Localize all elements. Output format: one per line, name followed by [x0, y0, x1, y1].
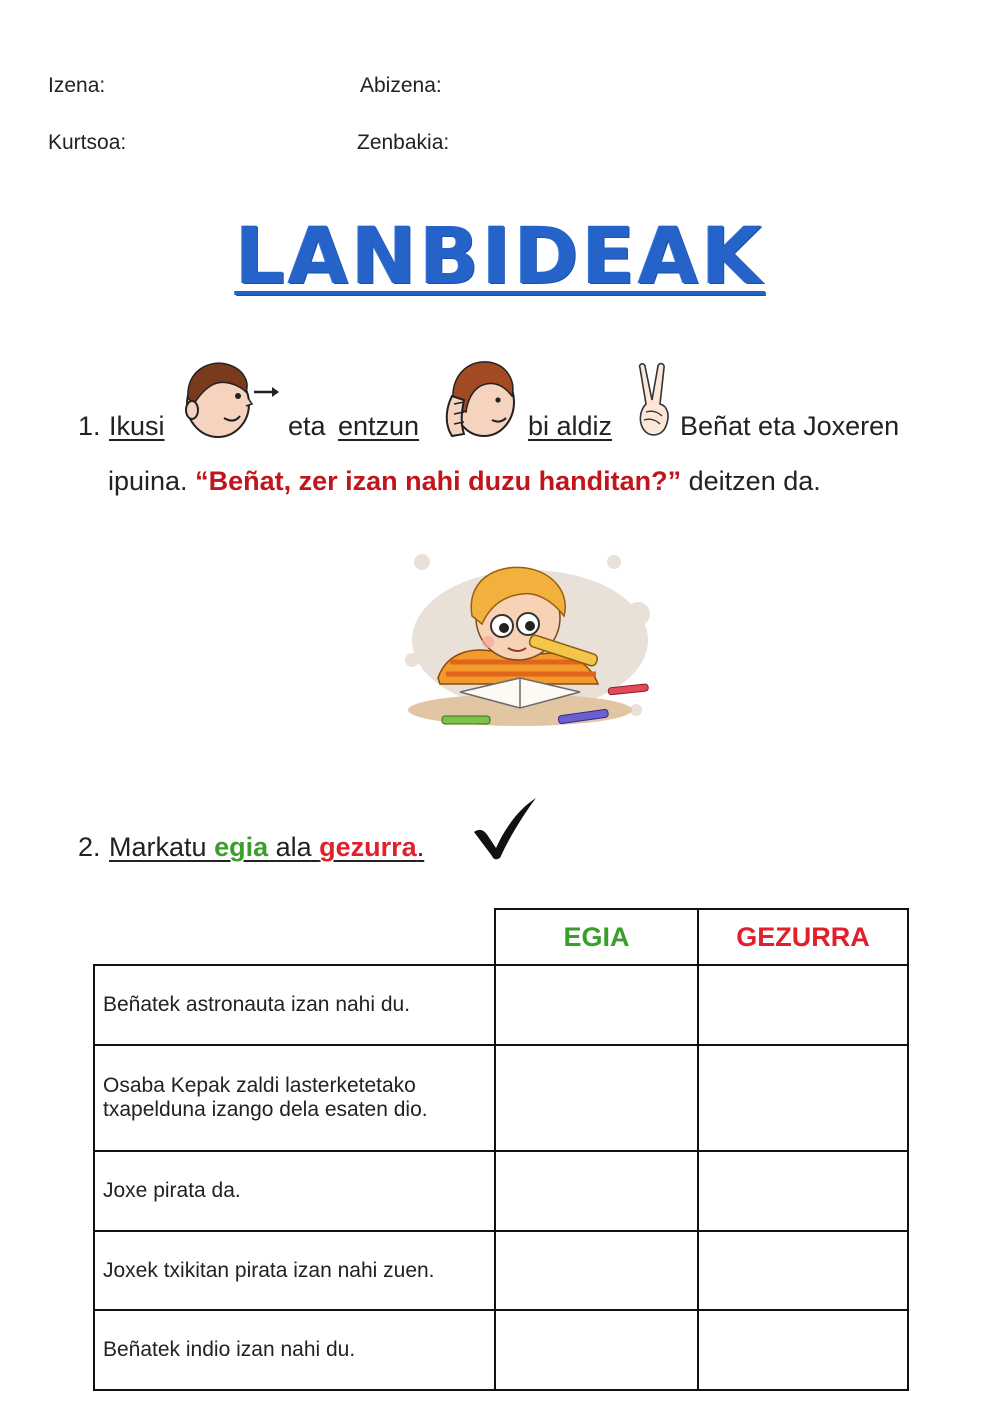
q1-story-title: “Beñat, zer izan nahi duzu handitan?”: [195, 466, 682, 496]
egia-answer-cell[interactable]: [495, 1310, 698, 1390]
statement-cell: Beñatek astronauta izan nahi du.: [94, 965, 495, 1045]
table-row: [94, 1231, 908, 1310]
statement-cell: Osaba Kepak zaldi lasterketetako txapelduna izango dela esaten dio.: [94, 1045, 495, 1151]
child-studying-illustration: [400, 550, 660, 736]
statement-cell: Joxe pirata da.: [94, 1151, 495, 1231]
egia-answer-cell[interactable]: [495, 965, 698, 1045]
table-row: [94, 1310, 908, 1390]
abizena-label: Abizena:: [360, 74, 442, 97]
table-row: [94, 1151, 908, 1231]
egia-answer-cell[interactable]: [495, 1231, 698, 1310]
q2-period: .: [416, 832, 425, 862]
egia-answer-cell[interactable]: [495, 1045, 698, 1151]
zenbakia-label: Zenbakia:: [357, 131, 450, 154]
q1-line2: [108, 466, 821, 497]
gezurra-answer-cell[interactable]: [698, 1231, 908, 1310]
table-row: [94, 965, 908, 1045]
q1-ikusi: Ikusi: [109, 411, 165, 441]
gezurra-answer-cell[interactable]: [698, 1151, 908, 1231]
gezurra-answer-cell[interactable]: [698, 1310, 908, 1390]
q1-bi-aldiz: bi aldiz: [528, 411, 613, 441]
q1-deitzen: deitzen da.: [688, 466, 821, 496]
q2-markatu: Markatu: [109, 832, 207, 862]
eye-look-icon: [180, 358, 280, 440]
kurtsoa-label: Kurtsoa:: [48, 131, 127, 154]
ear-listen-icon: [438, 356, 520, 440]
q1-number: 1.: [78, 411, 101, 441]
gezurra-answer-cell[interactable]: [698, 1045, 908, 1151]
true-false-table: [93, 908, 909, 1391]
q2-number: 2.: [78, 832, 101, 862]
q1-rest: Beñat eta Joxeren: [680, 411, 900, 441]
table-corner: [94, 909, 495, 965]
two-fingers-icon: [632, 360, 674, 440]
statement-cell: Joxek txikitan pirata izan nahi zuen.: [94, 1231, 495, 1310]
page-title: LANBIDEAK: [235, 212, 765, 302]
q1-eta: eta: [288, 411, 326, 441]
col-header-egia: EGIA: [495, 909, 698, 965]
izena-label: Izena:: [48, 74, 106, 97]
q2-gezurra: gezurra: [319, 832, 417, 862]
q2-instruction: [109, 832, 424, 863]
page-title-wrap: [0, 212, 1000, 302]
q2-ala: ala: [275, 832, 312, 862]
egia-answer-cell[interactable]: [495, 1151, 698, 1231]
gezurra-answer-cell[interactable]: [698, 965, 908, 1045]
statement-cell: Beñatek indio izan nahi du.: [94, 1310, 495, 1390]
q1-entzun: entzun: [338, 411, 420, 441]
q2-egia: egia: [214, 832, 269, 862]
table-row: [94, 1045, 908, 1151]
col-header-gezurra: GEZURRA: [698, 909, 908, 965]
q1-ipuina: ipuina.: [108, 466, 188, 496]
checkmark-icon: [470, 796, 540, 862]
